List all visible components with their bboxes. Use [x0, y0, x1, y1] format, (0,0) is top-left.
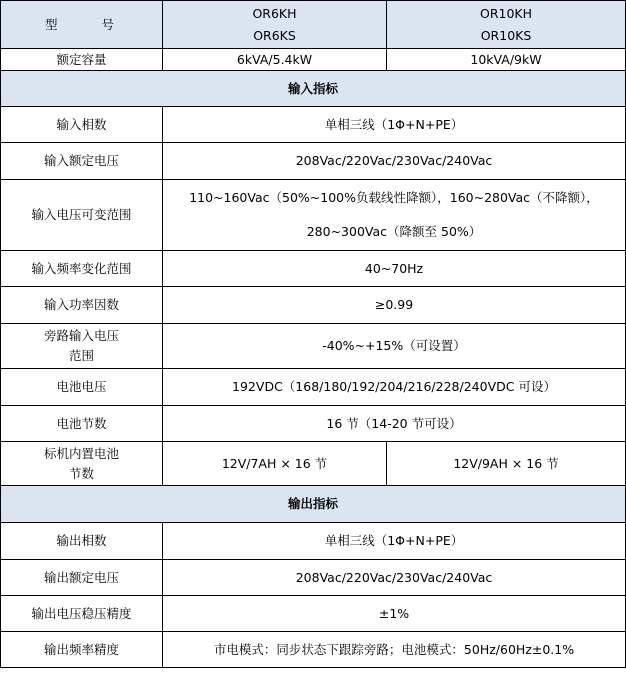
- voltage-range-line2: 280~300Vac（降额至 50%）: [306, 224, 482, 239]
- output-freq-accuracy-value: 市电模式：同步状态下跟踪旁路；电池模式：50Hz/60Hz±0.1%: [163, 632, 626, 668]
- bypass-label-line1: 旁路输入电压: [43, 328, 119, 343]
- model-a-cell: [163, 1, 387, 49]
- capacity-b: 10kVA/9kW: [387, 49, 626, 71]
- output-section-title: 输出指标: [1, 486, 626, 523]
- output-phase-label: 输出相数: [1, 523, 163, 560]
- output-rated-voltage-label: 输出额定电压: [1, 560, 163, 596]
- capacity-label: 额定容量: [1, 49, 163, 71]
- table-row: [1, 442, 626, 486]
- output-section-row: [1, 486, 626, 523]
- capacity-row: [1, 49, 626, 71]
- bypass-label-line2: 范围: [68, 348, 94, 363]
- input-freq-range-value: 40~70Hz: [163, 251, 626, 287]
- table-row: [1, 560, 626, 596]
- table-row: [1, 287, 626, 324]
- builtin-battery-b: 12V/9AH × 16 节: [387, 442, 626, 486]
- input-voltage-range-label: 输入电压可变范围: [1, 180, 163, 251]
- input-power-factor-label: 输入功率因数: [1, 287, 163, 324]
- output-phase-value: 单相三线（1Φ+N+PE）: [163, 523, 626, 560]
- capacity-a: 6kVA/5.4kW: [163, 49, 387, 71]
- output-regulation-label: 输出电压稳压精度: [1, 596, 163, 632]
- input-rated-voltage-value: 208Vac/220Vac/230Vac/240Vac: [163, 143, 626, 180]
- model-b-line1: OR10KH: [479, 5, 533, 21]
- input-phase-value: 单相三线（1Φ+N+PE）: [163, 107, 626, 143]
- table-row: [1, 523, 626, 560]
- output-regulation-value: ±1%: [163, 596, 626, 632]
- input-rated-voltage-label: 输入额定电压: [1, 143, 163, 180]
- input-power-factor-value: ≥0.99: [163, 287, 626, 324]
- battery-count-value: 16 节（14-20 节可设）: [163, 406, 626, 442]
- output-rated-voltage-value: 208Vac/220Vac/230Vac/240Vac: [163, 560, 626, 596]
- bypass-voltage-label: [1, 324, 163, 369]
- model-b-cell: [387, 1, 626, 49]
- input-section-row: [1, 71, 626, 107]
- table-row: [1, 251, 626, 287]
- model-label-cell: 型 号: [1, 1, 163, 49]
- battery-count-label: 电池节数: [1, 406, 163, 442]
- table-row: [1, 180, 626, 251]
- model-a-line2: OR6KS: [253, 27, 296, 43]
- header-row: [1, 1, 626, 49]
- table-row: [1, 406, 626, 442]
- model-b-line2: OR10KS: [480, 27, 532, 43]
- table-row: [1, 143, 626, 180]
- input-voltage-range-value: [163, 180, 626, 251]
- input-freq-range-label: 输入频率变化范围: [1, 251, 163, 287]
- builtin-label-line2: 节数: [68, 465, 94, 481]
- battery-voltage-value: 192VDC（168/180/192/204/216/228/240VDC 可设）: [163, 369, 626, 406]
- bypass-voltage-value: -40%~+15%（可设置）: [163, 324, 626, 369]
- voltage-range-line1: 110~160Vac（50%~100%负载线性降额），160~280Vac（不降额），: [189, 190, 599, 205]
- battery-voltage-label: 电池电压: [1, 369, 163, 406]
- model-a-line1: OR6KH: [252, 5, 297, 21]
- output-freq-accuracy-label: 输出频率精度: [1, 632, 163, 668]
- builtin-label-line1: 标机内置电池: [43, 445, 119, 461]
- builtin-battery-a: 12V/7AH × 16 节: [163, 442, 387, 486]
- input-section-title: 输入指标: [1, 71, 626, 107]
- builtin-battery-label: [1, 442, 163, 486]
- table-row: [1, 324, 626, 369]
- table-row: [1, 107, 626, 143]
- table-row: [1, 369, 626, 406]
- table-row: [1, 632, 626, 668]
- input-phase-label: 输入相数: [1, 107, 163, 143]
- table-row: [1, 596, 626, 632]
